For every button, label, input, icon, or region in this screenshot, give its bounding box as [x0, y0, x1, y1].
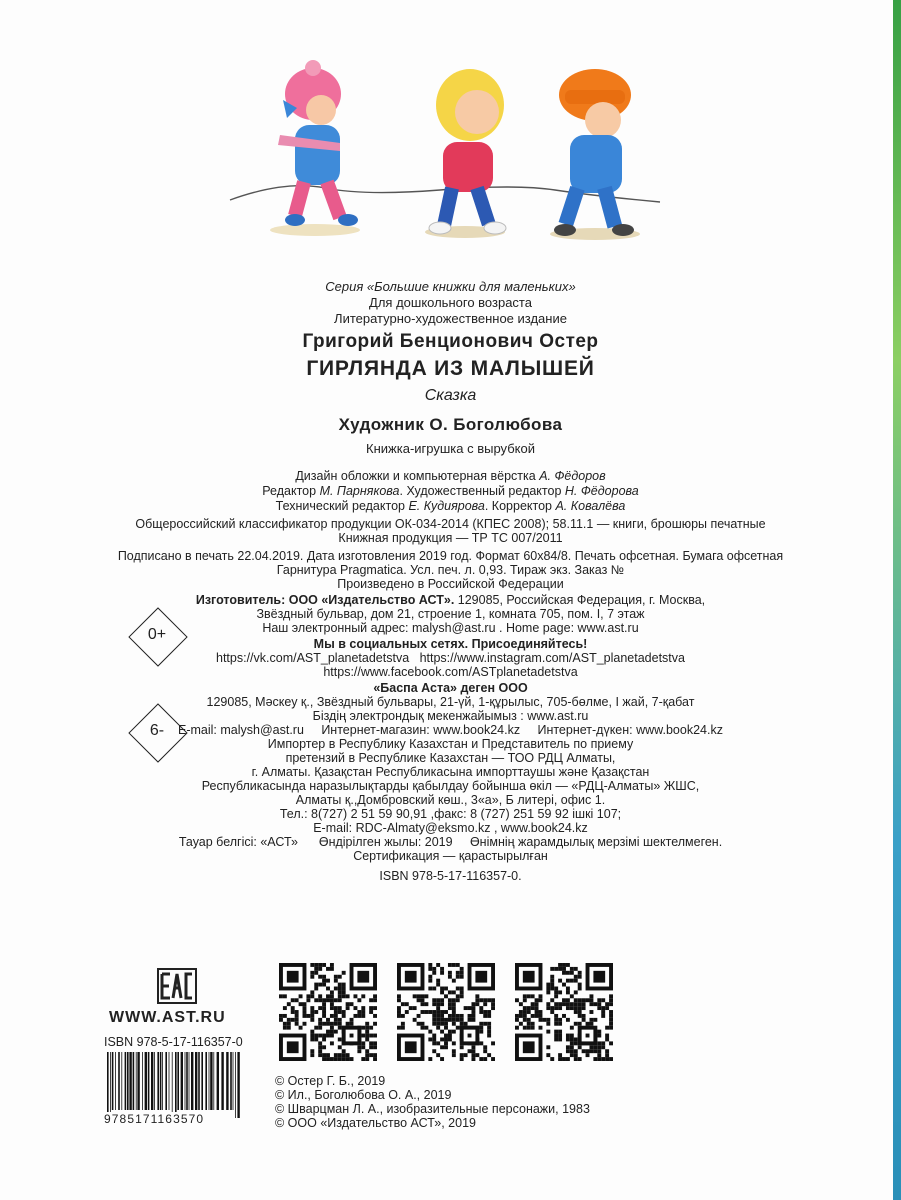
kz-email-line: Біздің электрондық мекенжайымыз : www.ast.ru: [312, 709, 589, 723]
children-illustration: [225, 50, 665, 250]
barcode-bar: [195, 1052, 197, 1110]
barcode-digits: 9785171163570: [104, 1112, 205, 1126]
barcode-bar: [125, 1052, 127, 1110]
book-type: Книжка-игрушка с вырубкой: [366, 441, 535, 456]
barcode-bar: [136, 1052, 137, 1110]
barcode-bar: [160, 1052, 162, 1110]
child-boy-orange-hat: [550, 69, 640, 240]
barcode-bar: [157, 1052, 159, 1110]
qr-code-2[interactable]: [397, 963, 495, 1061]
eac-mark-icon: [157, 968, 197, 1004]
barcode-bar: [151, 1052, 153, 1110]
classifier: Общероссийский классификатор продукции ОК-034-2014 (КПЕС 2008); 58.11.1 — книги, брошюры печатные: [135, 517, 766, 531]
barcode-bar: [121, 1052, 122, 1110]
copyright-2: © Ил., Боголюбова О. А., 2019: [275, 1088, 452, 1102]
barcode-bar: [165, 1052, 167, 1110]
kz-contacts: E-mail: malysh@ast.ru Интернет-магазин: www.book24.kz Интернет-дүкен: www.book24.kz: [178, 723, 723, 737]
barcode-bar: [137, 1052, 139, 1110]
barcode-bar: [169, 1052, 170, 1110]
isbn-center: ISBN 978-5-17-116357-0.: [379, 869, 522, 883]
genre-line: Литературно-художественное издание: [334, 311, 567, 326]
print-info: Подписано в печать 22.04.2019. Дата изготовления 2019 год. Формат 60x84/8. Печать офсетная. Бумага офсетная: [117, 549, 784, 563]
produced-in: Произведено в Российской Федерации: [337, 577, 564, 591]
barcode-bar: [210, 1052, 212, 1110]
maker-line: Изготовитель: ООО «Издательство АСТ». 129085, Российская Федерация, г. Москва,: [195, 593, 706, 607]
age-line: Для дошкольного возраста: [369, 295, 532, 310]
barcode-bar: [112, 1052, 114, 1110]
barcode-bar: [181, 1052, 183, 1110]
child-blond-red: [425, 69, 506, 238]
child-girl-pink: [270, 60, 360, 236]
product-type: Книжная продукция — ТР ТС 007/2011: [338, 531, 563, 545]
copyright-1: © Остер Г. Б., 2019: [275, 1074, 386, 1088]
site-url[interactable]: WWW.AST.RU: [109, 1009, 226, 1026]
barcode-bar: [235, 1052, 236, 1118]
kz-importer-2: претензий в Республике Казахстан — ТОО РДЦ Алматы,: [285, 751, 616, 765]
barcode-bar: [107, 1052, 109, 1118]
barcode-bar: [186, 1052, 188, 1110]
isbn-left: ISBN 978-5-17-116357-0: [104, 1035, 243, 1049]
barcode-bar: [118, 1052, 120, 1110]
kz-trademark-line: Тауар белгісі: «АСТ» Өндірілген жылы: 2019 Өнімнің жарамдылық мерзімі шектелмеген.: [178, 835, 723, 849]
kz-phone: Тел.: 8(727) 2 51 59 90,91 ,факс: 8 (727) 251 59 92 ішкі 107;: [279, 807, 622, 821]
maker-address: Звёздный бульвар, дом 21, строение 1, комната 705, пом. I, 7 этаж: [256, 607, 645, 621]
barcode-bar: [189, 1052, 190, 1110]
barcode-bar: [191, 1052, 193, 1110]
barcode-bar: [172, 1052, 173, 1118]
facebook-link[interactable]: https://www.facebook.com/ASTplanetadetstva: [323, 665, 578, 679]
barcode-bar: [213, 1052, 214, 1110]
kz-company: «Баспа Аста» деген ООО: [373, 681, 528, 695]
barcode-bar: [230, 1052, 232, 1110]
author-name: Григорий Бенционович Остер: [302, 331, 599, 352]
series-line: Серия «Большие книжки для маленьких»: [325, 279, 576, 294]
barcode-bar: [115, 1052, 116, 1110]
barcode-bar: [110, 1052, 111, 1118]
barcode-bar: [142, 1052, 143, 1110]
barcode-bar: [129, 1052, 131, 1110]
barcode-bar: [185, 1052, 186, 1110]
age-badge-0plus: 0+: [147, 626, 167, 643]
typeface-info: Гарнитура Pragmatica. Усл. печ. л. 0,93. Тираж экз. Заказ №: [276, 563, 625, 577]
barcode-bar: [221, 1052, 223, 1110]
barcode-bar: [217, 1052, 219, 1110]
credit-editors: Редактор М. Парнякова. Художественный редактор Н. Фёдорова: [262, 484, 639, 498]
barcode-bar: [133, 1052, 135, 1110]
barcode-bar: [148, 1052, 150, 1110]
barcode-bar: [233, 1052, 234, 1110]
kz-rdc-email: E-mail: RDC-Almaty@eksmo.kz , www.book24.kz: [313, 821, 588, 835]
book-subtitle: Сказка: [424, 387, 477, 404]
qr-code-3[interactable]: [515, 963, 613, 1061]
barcode-bar: [175, 1052, 177, 1118]
instagram-link[interactable]: https://www.instagram.com/AST_planetadetstva: [419, 651, 685, 665]
barcode-bar: [177, 1052, 179, 1110]
barcode-bar: [145, 1052, 147, 1110]
illustrator: Художник О. Боголюбова: [338, 415, 563, 434]
kz-address: 129085, Мәскеу қ., Звёздный бульвары, 21-үй, 1-құрылыс, 705-бөлме, I жай, 7-қабат: [206, 695, 695, 709]
barcode-bar: [127, 1052, 129, 1110]
copyright-4: © ООО «Издательство АСТ», 2019: [275, 1116, 476, 1130]
maker-email: Наш электронный адрес: malysh@ast.ru . Home page: www.ast.ru: [262, 621, 639, 635]
book-title: ГИРЛЯНДА ИЗ МАЛЫШЕЙ: [306, 357, 595, 380]
barcode-bar: [198, 1052, 200, 1110]
age-badge-6minus: 6-: [149, 722, 165, 739]
credit-design: Дизайн обложки и компьютерная вёрстка А. Фёдоров: [295, 469, 606, 483]
barcode-bar: [162, 1052, 163, 1110]
barcode-bar: [237, 1052, 239, 1118]
kz-importer-5: Алматы қ.,Домбровский көш., 3«а», Б литері, офис 1.: [295, 793, 606, 807]
barcode-bar: [209, 1052, 210, 1110]
qr-code-1[interactable]: [279, 963, 377, 1061]
social-heading: Мы в социальных сетях. Присоединяйтесь!: [313, 637, 588, 651]
barcode-bar: [226, 1052, 228, 1110]
barcode-bar: [201, 1052, 203, 1110]
kz-importer-1: Импортер в Республику Казахстан и Представитель по приему: [267, 737, 634, 751]
barcode-bar: [205, 1052, 207, 1110]
kz-importer-3: г. Алматы. Қазақстан Республикасына импорттаушы және Қазақстан: [251, 765, 650, 779]
copyright-3: © Шварцман Л. А., изобразительные персонажи, 1983: [275, 1102, 590, 1116]
kz-importer-4: Республикасында наразылықтарды қабылдау бойынша өкіл — «РДЦ-Алматы» ЖШС,: [201, 779, 700, 793]
barcode-bar: [154, 1052, 155, 1110]
kz-cert: Сертификация — қарастырылған: [353, 849, 548, 863]
credit-tech: Технический редактор Е. Кудиярова. Корректор А. Ковалёва: [275, 499, 626, 513]
vk-link[interactable]: https://vk.com/AST_planetadetstva: [216, 651, 410, 665]
